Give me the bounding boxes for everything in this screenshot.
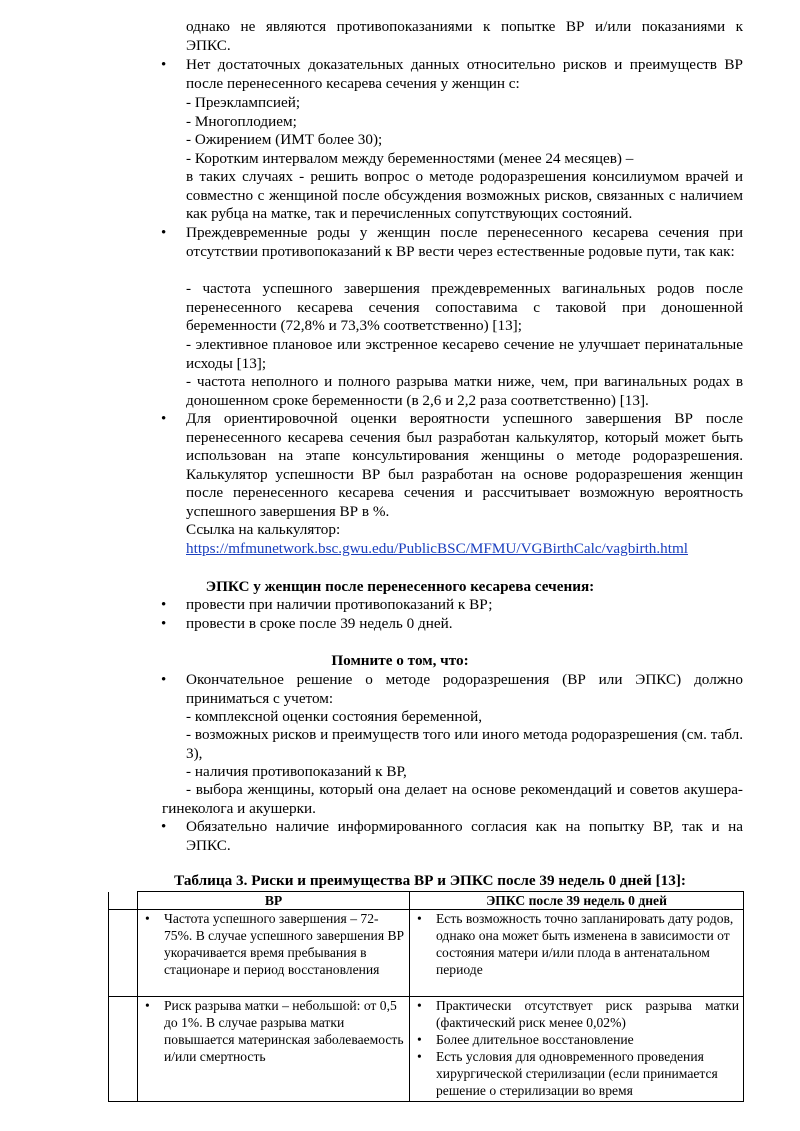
bullet-icon: • [161, 672, 167, 688]
table-cell-vr [138, 910, 410, 997]
table-cell-empty [109, 910, 138, 997]
bullet-icon: • [161, 57, 167, 73]
list-item: - Коротким интервалом между беременностями (менее 24 месяцев) – [186, 150, 634, 167]
table-cell-epks [410, 997, 744, 1102]
cell-text: Более длительное восстановление [436, 1032, 634, 1047]
list-item: - возможных рисков и преимуществ того или иного метода родоразрешения (см. табл. 3), [186, 726, 743, 762]
bullet-paragraph: в таких случаях - решить вопрос о методе родоразрешения консилиумом врачей и совместно с женщиной после обсуждения возможных рисков, связанных с наличием как рубца на матке, так и перечисленных сопутствующих состояний. [186, 168, 743, 223]
list-item: - Многоплодием; [186, 113, 297, 130]
list-item: - наличия противопоказаний к ВР, [186, 763, 407, 780]
table-row [109, 910, 744, 997]
list-item: - Ожирением (ИМТ более 30); [186, 131, 383, 148]
cell-text: Риск разрыва матки – небольшой: от 0,5 до 1%. В случае разрыва матки повышается материнская заболеваемость и/или смертность [164, 998, 404, 1064]
bullet-paragraph: Для ориентировочной оценки вероятности успешного завершения ВР после перенесенного кесарева сечения был разработан калькулятор, который может быть использован на этапе консультирования женщины о методе родоразрешения. Калькулятор успешности ВР был разработан на основе родоразрешения женщин после перенесенного кесарева сечения и рассчитывает возможную вероятность успешного завершения ВР в %. [186, 410, 743, 520]
bullet-paragraph: Окончательное решение о методе родоразрешения (ВР или ЭПКС) должно приниматься с учетом: [186, 671, 743, 707]
bullet-icon: • [417, 1049, 422, 1064]
table-cell-vr [138, 997, 410, 1102]
cell-text: Частота успешного завершения – 72-75%. В случае успешного завершения ВР укорачивается время пребывания в стационаре и период восстановления [164, 911, 405, 977]
risks-table [108, 891, 744, 1102]
bullet-icon: • [161, 597, 167, 613]
list-item: провести при наличии противопоказаний к ВР; [186, 596, 493, 613]
table-caption: Таблица 3. Риски и преимущества ВР и ЭПКС после 39 недель 0 дней [13]: [174, 872, 686, 889]
table-header-epks: ЭПКС после 39 недель 0 дней [410, 892, 744, 910]
cell-text: Практически отсутствует риск разрыва матки (фактический риск менее 0,02%) [436, 998, 739, 1030]
list-item: - выбора женщины, который она делает на основе рекомендаций и советов акушера-гинеколога и акушерки. [162, 781, 743, 817]
bullet-icon: • [145, 998, 150, 1013]
continuation-line: ЭПКС. [186, 37, 231, 54]
calculator-link[interactable]: https://mfmunetwork.bsc.gwu.edu/PublicBSC/MFMU/VGBirthCalc/vagbirth.html [186, 540, 689, 557]
table-header-row [109, 892, 744, 910]
link-label: Ссылка на калькулятор: [186, 521, 341, 538]
section-heading: ЭПКС у женщин после перенесенного кесарева сечения: [205, 578, 595, 595]
bullet-icon: • [161, 819, 167, 835]
cell-text: Есть условия для одновременного проведения хирургической стерилизации (если принимается решение о стерилизации во время [436, 1049, 718, 1098]
table-header-vr: ВР [138, 892, 410, 910]
list-item: провести в сроке после 39 недель 0 дней. [186, 615, 453, 632]
list-item: - Преэклампсией; [186, 94, 301, 111]
table-cell-epks [410, 910, 744, 997]
table-row [109, 997, 744, 1102]
cell-text: Есть возможность точно запланировать дату родов, однако она может быть изменена в зависимости от состояния матери и/или плода в антенатальном периоде [436, 911, 734, 977]
bullet-icon: • [161, 411, 167, 427]
bullet-icon: • [161, 225, 167, 241]
bullet-paragraph: Нет достаточных доказательных данных относительно рисков и преимуществ ВР после перенесенного кесарева сечения у женщин с: [186, 56, 743, 92]
bullet-icon: • [161, 616, 167, 632]
continuation-line: однако не являются противопоказаниями к попытке ВР и/или показаниями к [186, 18, 743, 35]
bullet-paragraph: Преждевременные роды у женщин после перенесенного кесарева сечения при отсутствии противопоказаний к ВР вести через естественные родовые пути, так как: [186, 224, 743, 260]
bullet-icon: • [417, 911, 422, 926]
list-item: - частота успешного завершения преждевременных вагинальных родов после перенесенного кесарева сечения сопоставима с таковой при доношенной беременности (72,8% и 73,3% соответственно) [13]; [186, 280, 743, 335]
list-item: - элективное плановое или экстренное кесарево сечение не улучшает перинатальные исходы [13]; [186, 336, 743, 372]
bullet-icon: • [145, 911, 150, 926]
list-item: - частота неполного и полного разрыва матки ниже, чем, при вагинальных родах в доношенном сроке беременности (в 2,6 и 2,2 раза соответственно) [13]. [186, 373, 743, 409]
bullet-icon: • [417, 998, 422, 1013]
table-cell-empty [109, 997, 138, 1102]
table-header-empty [109, 892, 138, 910]
section-heading: Помните о том, что: [331, 652, 469, 669]
list-item: - комплексной оценки состояния беременной, [186, 708, 483, 725]
bullet-icon: • [417, 1032, 422, 1047]
bullet-paragraph: Обязательно наличие информированного согласия как на попытку ВР, так и на ЭПКС. [186, 818, 743, 854]
